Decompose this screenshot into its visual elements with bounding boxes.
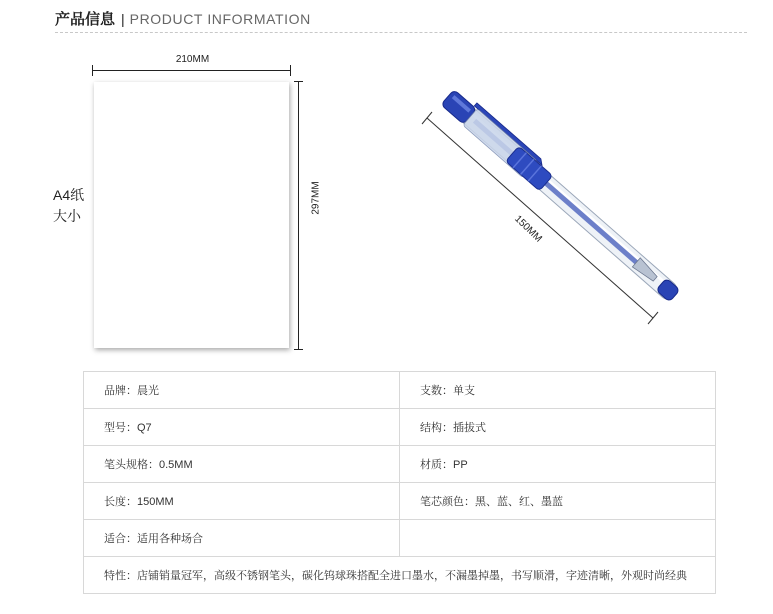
table-row xyxy=(84,557,716,594)
spec-count: 支数：单支 xyxy=(400,372,716,409)
table-row xyxy=(84,446,716,483)
spec-model: 型号：Q7 xyxy=(84,409,400,446)
spec-tip-size: 笔头规格：0.5MM xyxy=(84,446,400,483)
table-row xyxy=(84,409,716,446)
section-title-en: PRODUCT INFORMATION xyxy=(129,11,311,27)
paper-label-line1: A4纸 xyxy=(53,187,85,203)
spec-length: 长度：150MM xyxy=(84,483,400,520)
table-row xyxy=(84,372,716,409)
table-row xyxy=(84,483,716,520)
paper-height-label: 297MM xyxy=(310,181,322,215)
title-separator: | xyxy=(121,11,125,27)
spec-empty-cell xyxy=(400,520,716,557)
spec-refill-colors: 笔芯颜色：黑、蓝、红、墨蓝 xyxy=(400,483,716,520)
pen-length-label: 150MM xyxy=(512,213,544,245)
table-row xyxy=(84,520,716,557)
paper-width-label: 210MM xyxy=(175,54,210,65)
spec-material: 材质：PP xyxy=(400,446,716,483)
spec-usage: 适合：适用各种场合 xyxy=(84,520,400,557)
spec-features: 特性：店铺销量冠军，高级不锈钢笔头，碳化钨球珠搭配全进口墨水，不漏墨掉墨，书写顺滑，字迹清晰，外观时尚经典 xyxy=(84,557,716,594)
section-title-cn: 产品信息 xyxy=(55,11,116,28)
spec-table xyxy=(83,371,716,594)
spec-brand: 品牌：晨光 xyxy=(84,372,400,409)
paper-label-line2: 大小 xyxy=(53,208,81,224)
pen-length-dimension-line xyxy=(422,112,658,324)
pen-body xyxy=(440,86,684,304)
spec-structure: 结构：插拔式 xyxy=(400,409,716,446)
